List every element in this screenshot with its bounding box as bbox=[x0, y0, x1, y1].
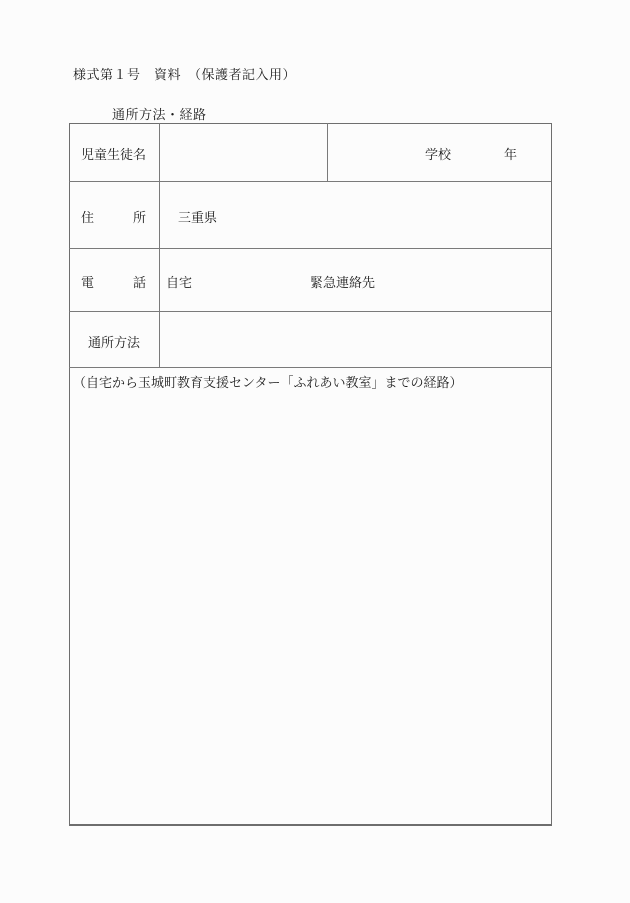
address-field[interactable]: 三重県 bbox=[178, 211, 218, 226]
commute-method-label: 通所方法 bbox=[88, 336, 141, 351]
row-divider bbox=[69, 248, 551, 249]
home-phone-label: 自宅 bbox=[166, 276, 193, 291]
grade-label: 年 bbox=[504, 148, 518, 163]
row-divider bbox=[69, 311, 551, 312]
phone-label: 電 話 bbox=[81, 276, 147, 291]
form-title: 様式第１号 資料 （保護者記入用） bbox=[73, 68, 297, 83]
student-name-label: 児童生徒名 bbox=[81, 148, 147, 163]
route-caption: （自宅から玉城町教育支援センター「ふれあい教室」までの経路） bbox=[73, 376, 463, 391]
address-label: 住 所 bbox=[81, 211, 147, 226]
label-column-divider bbox=[159, 123, 160, 367]
commute-method-field[interactable] bbox=[162, 314, 548, 364]
student-name-field[interactable] bbox=[162, 126, 324, 178]
name-school-divider bbox=[327, 123, 328, 181]
school-label: 学校 bbox=[425, 148, 452, 163]
section-title: 通所方法・経路 bbox=[112, 108, 207, 123]
route-drawing-area[interactable] bbox=[72, 392, 548, 820]
row-divider bbox=[69, 181, 551, 182]
row-divider bbox=[69, 367, 551, 368]
emergency-contact-label: 緊急連絡先 bbox=[310, 276, 376, 291]
